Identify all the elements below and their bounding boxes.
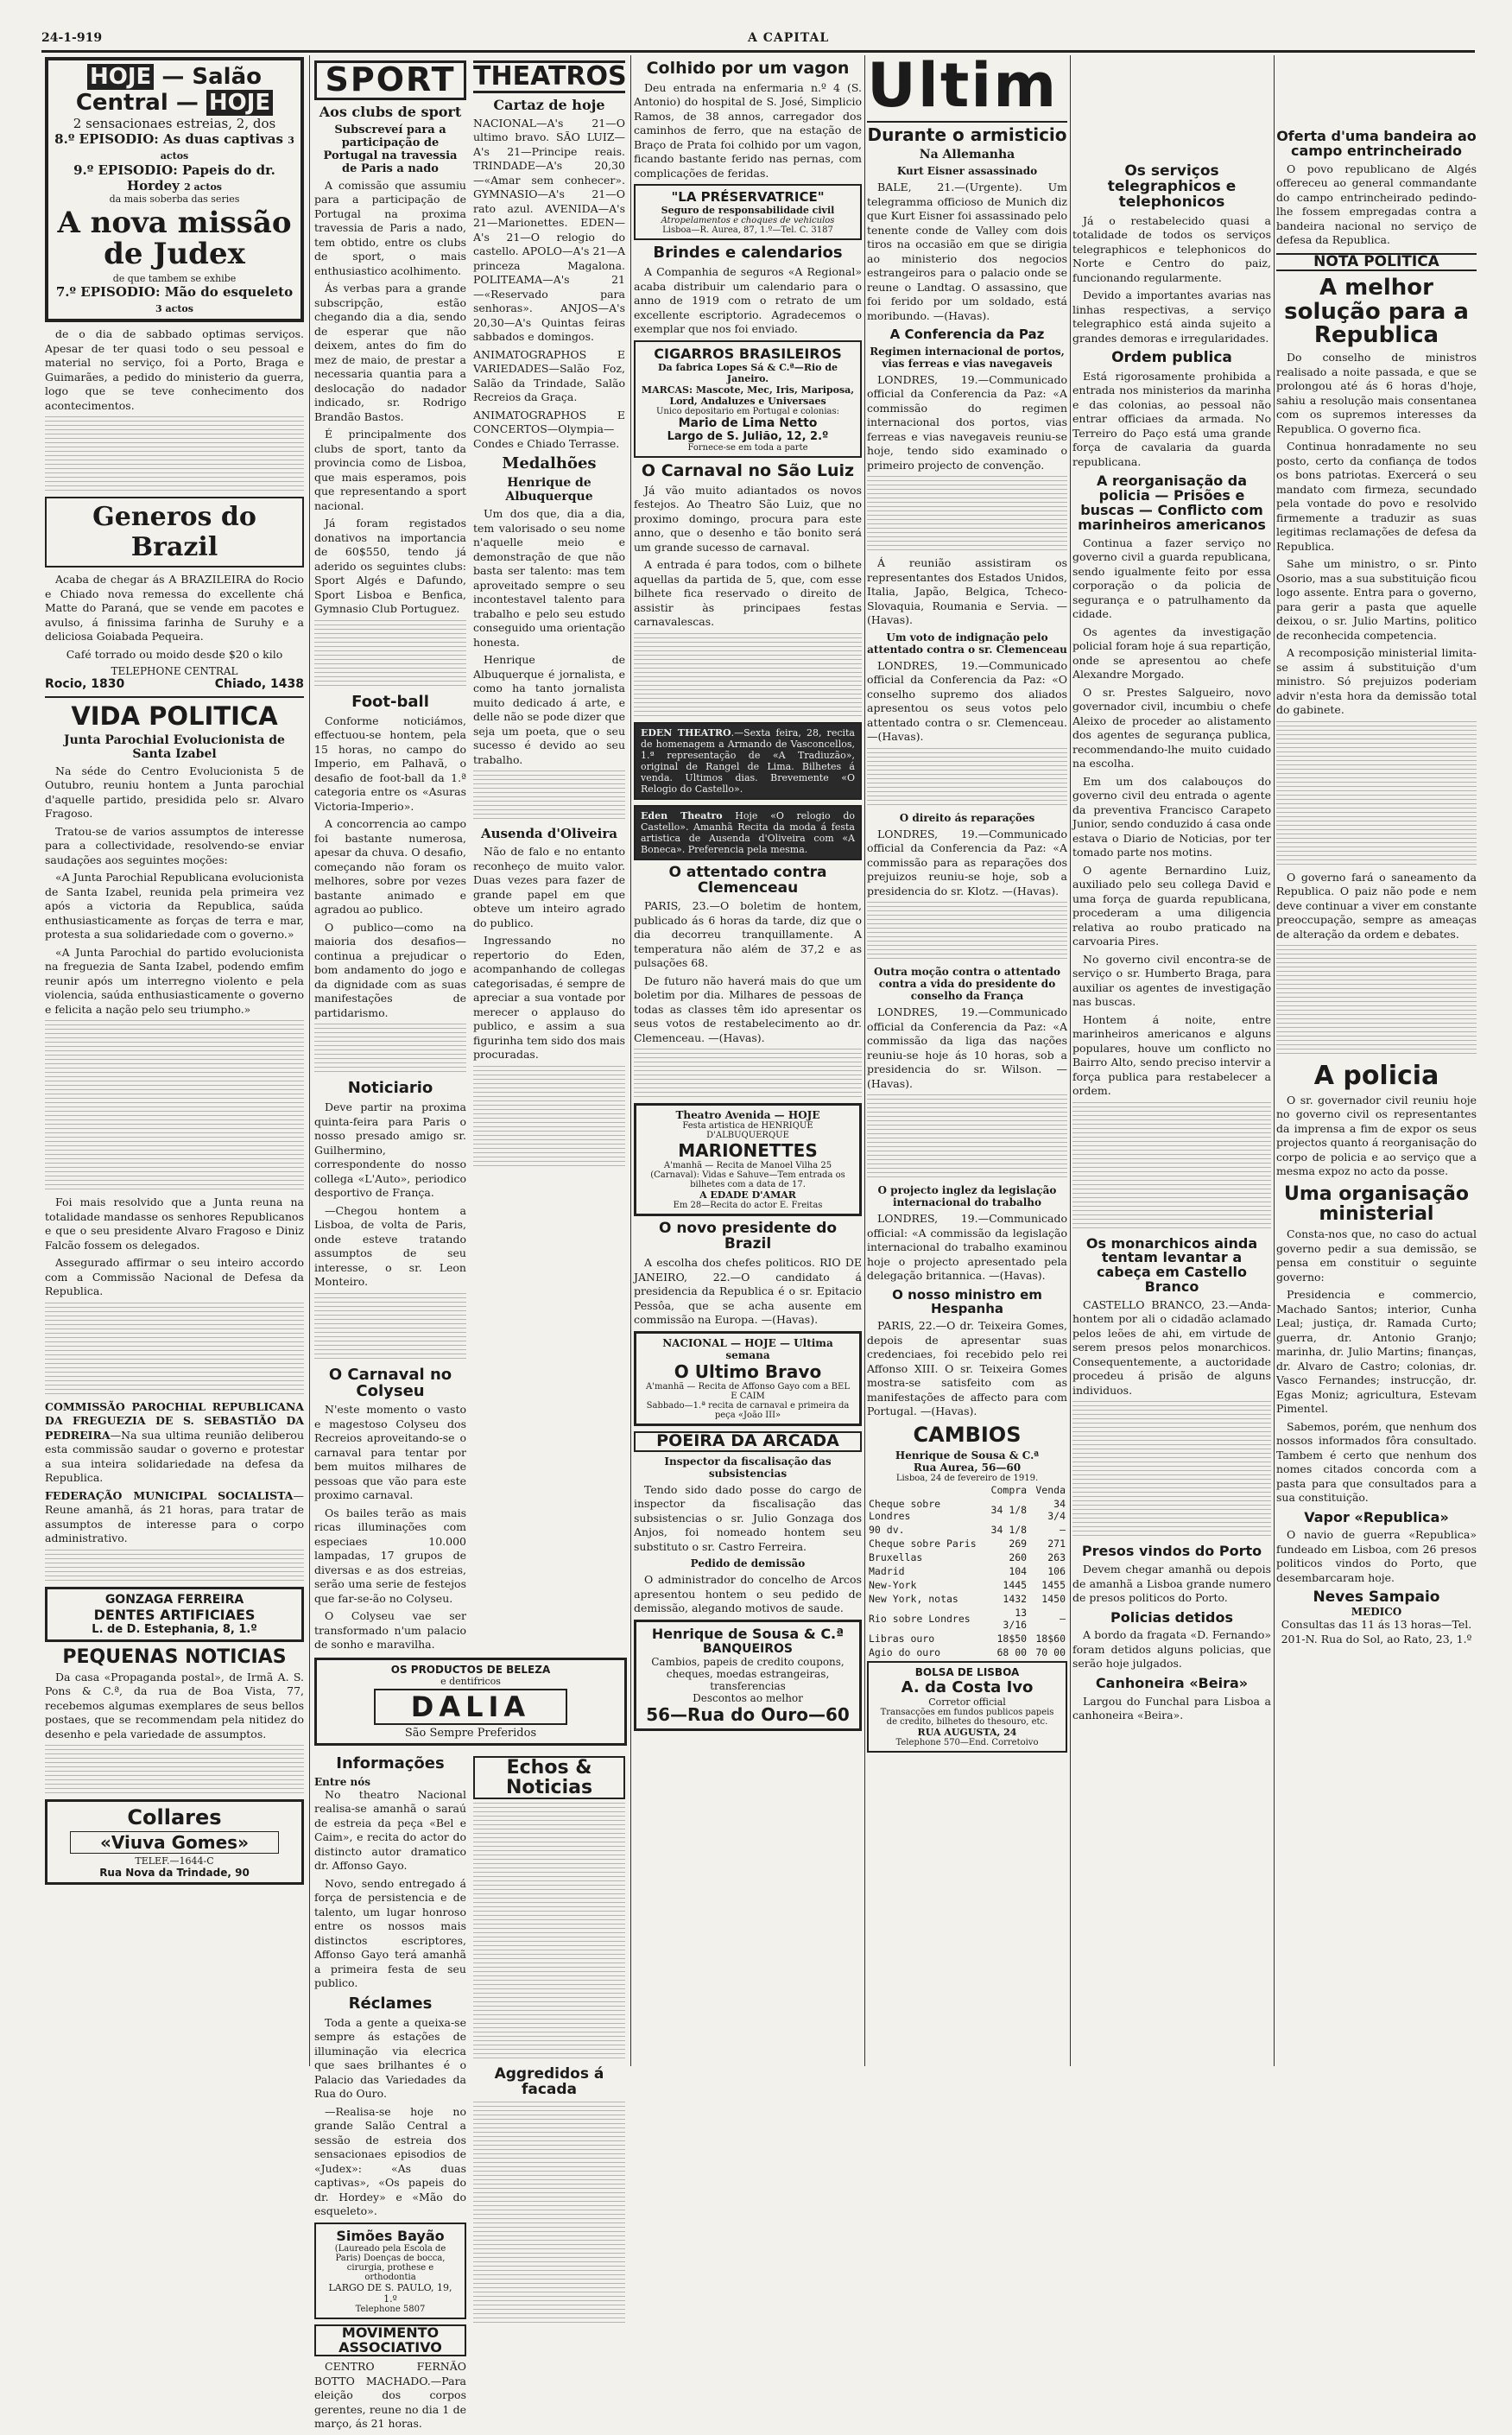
vida-p1: Na séde do Centro Evolucionista 5 de Outubro, reuniu hontem a Junta parochial d'aquelle partido, presidida pelo sr. Alvaro Fragoso.: [45, 764, 304, 821]
organisacao-title: Uma organisação ministerial: [1284, 1183, 1469, 1225]
neves-name: Neves Sampaio: [1313, 1588, 1440, 1607]
bandeira-title: Oferta d'uma bandeira ao campo entrincheirado: [1276, 128, 1477, 159]
eden2-ad: [634, 805, 862, 860]
canhoneira-title: Canhoneira «Beira»: [1095, 1674, 1249, 1691]
column-1: [45, 55, 304, 2066]
bolsa-phone: Telephone 570—End. Corretoivo: [895, 1737, 1039, 1747]
cambios-value: 271: [1047, 1537, 1066, 1550]
armisticio-sub2: Kurt Eisner assassinado: [896, 165, 1038, 177]
column-rule: [864, 55, 865, 2066]
demissao-title: Pedido de demissão: [690, 1557, 806, 1570]
movimento-title: MOVIMENTO ASSOCIATIVO: [314, 2324, 466, 2357]
telephone-numbers: Rocio, 1830 Chiado, 1438: [45, 677, 304, 692]
cigarros-marcas: MARCAS: Mascote, Mec, Iris, Mariposa, Lord, Andaluzes e Universaes: [641, 384, 855, 407]
sport-section: [314, 55, 466, 1656]
sport-sub: Aos clubs de sport: [319, 103, 462, 120]
cambios-house: Henrique de Sousa & C.ª: [895, 1449, 1040, 1462]
text-continuation: [473, 770, 625, 822]
collares-ad: [45, 1799, 304, 1885]
text-continuation: [314, 1024, 466, 1075]
commissao-notice: COMMISSÃO PAROCHIAL REPUBLICANA DA FREGUEZIA DE S. SEBASTIÃO DA PEDREIRA—Na sua ultima reunião deliberou esta commissão saudar o governo e protestar a sua inteira solidariedade na defesa da Republica.: [45, 1399, 304, 1485]
telephone-central: TELEPHONE CENTRAL: [111, 665, 238, 678]
brindes-text: A Companhia de seguros «A Regional» acaba distribuir um calendario para o anno de 1919 com o retrato de um excellente escriptorio. Agradecemos o exemplar que nos foi enviado.: [634, 265, 862, 336]
theatros-title: THEATROS: [473, 61, 627, 92]
monarchicos-p1: CASTELLO BRANCO, 23.—Anda-hontem por ali o cidadão aclamado pelos leões de ahi, em virtude de serem presos pelos monarchicos. Consequentemente, a auctoridade procedeu á prisão de alguns individuos.: [1072, 1297, 1271, 1397]
column-rule: [1070, 55, 1071, 2066]
conferencia-title: A Conferencia da Paz: [889, 327, 1045, 342]
reorg-p1: Continua a fazer serviço no governo civil a guarda republicana, sendo igualmente feito por essa corporação o da policia de segurança e o patrulhamento da cidade.: [1072, 536, 1271, 621]
cigarros-line: Da fabrica Lopes Sá & C.ª—Rio de Janeiro.: [657, 361, 838, 384]
dalia-name: DALIA: [374, 1689, 567, 1725]
cambios-label: Rio sobre Londres: [869, 1612, 971, 1625]
cigarros-title: CIGARROS BRASILEIROS: [654, 345, 842, 362]
preservatrice-ad: [634, 184, 862, 240]
episode-9-note: da mais soberba das series: [109, 193, 240, 205]
ultimas-banner: Ultim: [867, 50, 1059, 121]
cambios-value: 34 3/4: [1047, 1497, 1066, 1522]
dalia-sub: São Sempre Preferidos: [404, 1726, 537, 1740]
dalia-plus: e dentifricos: [440, 1675, 501, 1687]
simoes-phone: Telephone 5807: [355, 2304, 426, 2314]
column-3: [634, 55, 862, 2066]
text-continuation: [1072, 1401, 1271, 1539]
text-continuation: [867, 476, 1067, 554]
attentado-p2: De futuro não haverá mais do que um boletim por dia. Milhares de pessoas de todas as classes têm ido apresentar os seus votos de restabelecimento ao dr. Clemenceau. —(Havas).: [634, 973, 862, 1044]
nota-p4: A recomposição ministerial limita-se assim á substituição d'um ministro. Só prejuizos poderiam advir n'esta hora da demissão total do gabinete.: [1276, 646, 1477, 717]
nacional-text: A'manhã — Recita de Affonso Gayo com a BEL E CAIM: [646, 1381, 850, 1401]
text-continuation: [1072, 1102, 1271, 1232]
pequenas-text: Da casa «Propaganda postal», de Irmã A. S. Pons & C.ª, da rua de Boa Vista, 77, recebemos algumas exemplares de seus bellos postaes, que se recommendam pela nitidez do desenho e pela variedade de assumptos.: [45, 1670, 304, 1741]
colyseu-p2: Os bailes terão as mais ricas illuminações com especiaes 10.000 lampadas, 17 grupos de diversas e as dos estreias, serão uma serie de festejos que far-se-ão no Colyseu.: [314, 1506, 466, 1605]
nota-title: NOTA POLITICA: [1276, 253, 1477, 272]
cambios-value: 104: [1009, 1564, 1028, 1577]
cambios-value: 106: [1047, 1564, 1066, 1577]
episode-9: 9.º EPISODIO: Papeis do dr. Hordey 2 actos: [73, 162, 275, 193]
cambios-value: 18$60: [1035, 1632, 1066, 1645]
reorganisacao-title: A reorganisação da policia — Prisões e buscas — Conflicto com marinheiros americanos: [1078, 472, 1266, 533]
eden2-text-block: Eden Theatro Hoje «O relogio do Castello». Amanhã Recita da moda á festa artistica de Ausenda d'Oliveira com «A Boneca». Preferencia pela mesma.: [641, 809, 855, 855]
issue-date: 24-1-919: [41, 31, 103, 45]
cambios-addr: Rua Aurea, 56—60: [913, 1461, 1022, 1474]
servicos-p2: Devido a importantes avarias nas linhas respectivas, a serviço telegraphico está ainda sujeito a grandes demoras e irregularidades.: [1072, 289, 1271, 345]
cambios-row: [867, 1632, 1067, 1646]
informacoes-p1: No theatro Nacional realisa-se amanhã o saraú de estreia da peça «Bel e Caim», e recita do actor do distincto autor dramatico dr. Affonso Gayo.: [314, 1787, 466, 1873]
bolsa-addr: RUA AUGUSTA, 24: [917, 1726, 1017, 1738]
reorg-p5: O agente Bernardino Luiz, auxiliado pelo seu collega David e uma força de guarda republicana, procederam a uma diligencia relativa ao roubo praticado na carvoaria Pires.: [1072, 863, 1271, 948]
cambios-value: —: [1060, 1523, 1066, 1536]
gonzaga-ad: [45, 1587, 304, 1642]
marionettes-line: A EDADE D'AMAR: [699, 1189, 796, 1202]
simoes-line: (Laureado pela Escola de Paris) Doenças de bocca, cirurgia, prothese e orthodontia: [334, 2243, 446, 2282]
column-5: [1072, 55, 1271, 2066]
mocao-title: Outra moção contra o attentado contra a vida do presidente do conselho da França: [874, 966, 1060, 1003]
vida-p3: «A Junta Parochial Republicana evolucionista de Santa Izabel, reunida pela primeira vez após a victoria da Republica, saúda enthusiasticamente as forças de terra e mar, protesta a sua solidariedade com o governo.»: [45, 871, 304, 942]
generos-ad: [45, 497, 304, 568]
text-continuation: [45, 1303, 304, 1398]
vida-p4: «A Junta Parochial do partido evolucionista na freguezia de Santa Izabel, podendo emfim reunir após um interregno violento e pela violencia, saúda enthusiasticamente o governo e felicita a nação pelo seu triumpho.»: [45, 945, 304, 1016]
football-p2: A concorrencia ao campo foi bastante numerosa, apesar da chuva. O desafio, começando não foram os melhores, sobre por vezes bastante animado e agradou ao publico.: [314, 817, 466, 916]
presidente-title: O novo presidente do Brazil: [658, 1220, 838, 1253]
organisacao-p3: Sabemos, porém, que nenhum dos nossos informados fôra consultado. Tambem é certo que nenhum dos nomes citados concorda com a pasta para que consultados para a sua constituição.: [1276, 1419, 1477, 1505]
policia-title: A policia: [1313, 1061, 1439, 1092]
informacoes-title: Informações: [336, 1753, 445, 1772]
cartaz-title: Cartaz de hoje: [493, 96, 605, 113]
cambios-value: 68 00: [996, 1646, 1028, 1658]
cambios-title: CAMBIOS: [913, 1422, 1022, 1447]
cinema-sessions: 2 sensacionaes estreias, 2, dos: [73, 116, 276, 131]
marionettes-ad: [634, 1103, 862, 1216]
servicos-p1: Já o restabelecido quasi a totalidade de todos os serviços telegraphicos e telephonicos do Norte e Centro do paiz, funcionando regularmente.: [1072, 213, 1271, 284]
cambios-value: 70 00: [1035, 1646, 1066, 1658]
reclames-title: Réclames: [348, 1994, 433, 2013]
dalia-ad: [314, 1658, 627, 1746]
colyseu-p1: N'este momento o vasto e magestoso Colyseu dos Recreios aproveitando-se o carnaval para tentar por bem muitos milhares de pessoas que vão para este proximo carnaval.: [314, 1403, 466, 1502]
monarchicos-title: Os monarchicos ainda tentam levantar a cabeça em Castello Branco: [1085, 1234, 1258, 1295]
cinema-title-note: de que tambem se exhibe: [112, 273, 237, 285]
animatographos: ANIMATOGRAPHOS E VARIEDADES—Salão Foz, Salão da Trindade, Salão Recreios da Graça.: [473, 347, 625, 403]
cambios-row: [867, 1578, 1067, 1592]
policia-p1: O sr. governador civil reuniu hoje no governo civil os representantes da imprensa a fim de expor os seus projectos quanto á reorganisação do corpo de policia e ao serviço que a mesma expoz no acto da posse.: [1276, 1093, 1477, 1178]
cambios-row: [867, 1550, 1067, 1564]
simoes-addr: LARGO DE S. PAULO, 19, 1.º: [328, 2281, 452, 2305]
gonzaga-addr: L. de D. Estephania, 8, 1.º: [92, 1622, 257, 1636]
bolsa-ad: [867, 1661, 1067, 1753]
preservatrice-sub: Seguro de responsabilidade civil: [661, 205, 835, 217]
vapor-p1: O navio de guerra «Republica» fundeado em Lisboa, com 26 presos politicos vindos do Porto, que desembarcaram hoje.: [1276, 1528, 1477, 1584]
cambios-label: Agio do ouro: [869, 1646, 941, 1658]
henrique-addr: 56—Rua do Ouro—60: [646, 1703, 850, 1725]
presidente-p1: A escolha dos chefes politicos. RIO DE JANEIRO, 22.—O candidato á presidencia da Republica é o sr. Epitacio Pessôa, que se acha ausente em commissão na Europa. —(Havas).: [634, 1256, 862, 1327]
reparacoes-title: O direito ás reparações: [899, 811, 1035, 824]
sport-p1: A comissão que assumiu para a participação de Portugal na proxima travessia de Paris a nado, tem obtido, entre os clubs de sport, o mais enthusiastico acolhimento.: [314, 178, 466, 277]
reorg-p4: Em um dos calabouços do governo civil deu entrada o agente da preventiva Francisco Carapeto Junior, sendo conduzido á casa onde estava o Diario de Noticias, por ter tomado parte nos motins.: [1072, 774, 1271, 859]
mocao-p1: LONDRES, 19.—Communicado official da Conferencia da Paz: «A commissão da liga das nações reuniu-se hoje ás 10 horas, sob a presidencia do sr. Wilson. —(Havas).: [867, 1005, 1067, 1090]
reorg-p3: O sr. Prestes Salgueiro, novo governador civil, incumbiu o chefe Aleixo de proceder ao alistamento dos agentes de segurança publica, recommendando-lhe muito cuidado na escolha.: [1072, 685, 1271, 770]
canhoneira-p1: Largou do Funchal para Lisboa a canhoneira «Beira».: [1072, 1694, 1271, 1722]
cinema-ad: [45, 57, 304, 322]
ministro-p1: PARIS, 22.—O dr. Teixeira Gomes, depois de apresentar suas credenciaes, foi recebido pelo rei Affonso XIII. O sr. Teixeira Gomes mostra-se satisfeito com as manifestações de affecto para com Portugal. —(Havas).: [867, 1319, 1067, 1418]
cambios-row: [867, 1497, 1067, 1523]
generos-title: Generos do Brazil: [92, 502, 256, 563]
bandeira-p1: O povo republicano de Algés offereceu ao general commandante do campo entrincheirado pedindo-lhe fossem empregadas contra a bandeira nacional no serviço de defesa da Republica.: [1276, 162, 1477, 247]
informacoes-p2: Novo, sendo entregado á força de persistencia e de talento, um lugar honroso entre os nossos mais distinctos escriptores, Affonso Gayo terá amanhã a primeira festa de seu publico.: [314, 1876, 466, 1990]
bolsa-name: A. da Costa Ivo: [901, 1677, 1034, 1696]
cambios-value: 34 1/8: [990, 1523, 1028, 1536]
cigarros-sale: Fornece-se em toda a parte: [687, 442, 808, 453]
cambios-row: [867, 1592, 1067, 1606]
column-6: [1276, 55, 1477, 2066]
cambios-value: 1455: [1041, 1578, 1066, 1591]
vida-p6: Assegurado affirmar o seu inteiro accordo com a Commissão Nacional de Defesa da Republica.: [45, 1256, 304, 1298]
sport-lead: Subscreveí para a participação de Portugal na travessia de Paris a nado: [323, 123, 458, 175]
nacional-name: O Ultimo Bravo: [674, 1360, 822, 1382]
aggredidos-title: Aggredidos á facada: [494, 2065, 604, 2098]
marionettes-festa: Festa artistica de HENRIQUE D'ALBUQUERQUE: [682, 1121, 813, 1141]
collares-title: Collares: [127, 1805, 222, 1830]
organisacao-p2: Presidencia e commercio, Machado Santos; interior, Cunha Leal; justiça, dr. Ramada Curto; guerra, dr. Antonio Granjo; marinha, dr. Julio Martins; finanças, dr. Alvaro de Castro; colonias, dr. Vasco Fernandes; instrucção, dr. Egas Moniz; agricultura, Estevam Pimentel.: [1276, 1288, 1477, 1416]
henrique-name: Henrique de Sousa & C.ª: [651, 1625, 845, 1642]
organisacao-p1: Consta-nos que, no caso do actual governo pedir a sua demissão, se pensa em constituir o seguinte governo:: [1276, 1227, 1477, 1284]
vida-politica-sub: Junta Parochial Evolucionista de Santa Izabel: [64, 732, 285, 761]
cambios-value: —: [1060, 1612, 1066, 1625]
preservatrice-small: Atropelamentos e choques de vehiculos: [661, 216, 835, 226]
vida-politica-title: VIDA POLITICA: [71, 701, 278, 732]
theatros-section: [473, 55, 625, 1656]
simoes-ad: [314, 2223, 466, 2319]
noticiario-p2: —Chegou hontem a Lisboa, de volta de Paris, onde esteve tratando assumptos de seu interesse, o sr. Leon Monteiro.: [314, 1203, 466, 1289]
poeira-sub: Inspector da fiscalisação das subsistencias: [664, 1455, 832, 1480]
bolsa-text: Transacções em fundos publicos papeis de credito, bilhetes do thesouro, etc.: [880, 1707, 1054, 1727]
cambios-label: Bruxellas: [869, 1550, 923, 1563]
poeira-text: Tendo sido dado posse do cargo de inspector da fiscalisação das subsistencias o sr. Julio Gonzaga dos Anjos, foi nomeado hontem seu substituto o sr. Castro Ferreira.: [634, 1482, 862, 1553]
cambios-table: [867, 1483, 1067, 1659]
echos-section: [473, 1751, 625, 2435]
ausenda-p1: Não de falo e no entanto reconheço de muito valor. Duas vezes para fazer de grande papel em que obteve um inteiro agrado do publico.: [473, 845, 625, 929]
cambios-label: New-York: [869, 1578, 917, 1591]
reorg-p6: No governo civil encontra-se de serviço o sr. Humberto Braga, para auxiliar os agentes de investigação nas buscas.: [1072, 952, 1271, 1009]
noticiario-p1: Deve partir na proxima quinta-feira para Paris o nosso presado amigo sr. Guilhermino, correspondente do nosso collega «L'Auto», periodico desportivo de França.: [314, 1100, 466, 1200]
sport-p2: Ás verbas para a grande subscripção, estão chegando dia a dia, sendo de esperar que não deixem, antes do fim do mez de maio, de prestar a necessaria quantia para a deslocação do nadador indicado, sr. Rodrigo Brandão Bastos.: [314, 282, 466, 423]
pequenas-title: PEQUENAS NOTICIAS: [62, 1646, 287, 1668]
column-2: [314, 55, 627, 2431]
conferencia-p2: Á reunião assistiram os representantes dos Estados Unidos, Italia, Japão, Belgica, Tcheco-Slovaquia, Roumania e Servia. —(Havas).: [867, 556, 1067, 627]
gonzaga-line: DENTES ARTIFICIAES: [93, 1606, 256, 1623]
collares-addr: Rua Nova da Trindade, 90: [99, 1867, 250, 1880]
cambios-value: 1445: [1003, 1578, 1028, 1591]
cambios-label: Madrid: [869, 1564, 905, 1577]
column-4: [867, 50, 1067, 2066]
marionettes-top-line: Theatro Avenida — HOJE: [675, 1109, 820, 1122]
armisticio-title: Durante o armisticio: [867, 121, 1067, 144]
preservatrice-addr: Lisboa—R. Aurea, 87, 1.º—Tel. C. 3187: [662, 225, 833, 236]
brindes-title: Brindes e calendarios: [653, 244, 843, 263]
cambios-row: [867, 1646, 1067, 1659]
vida-p5: Foi mais resolvido que a Junta reuna na totalidade mandasse os senhores Republicanos e que o seu presidente Alvaro Fragoso e Diniz Falcão fossem os delegados.: [45, 1195, 304, 1252]
medalhoes-title: Medalhões: [502, 454, 597, 472]
text-continuation: [45, 416, 304, 494]
cartaz-list: NACIONAL—A's 21—O ultimo bravo. SÃO LUIZ—A's 21—Principe reais. TRINDADE—A's 20,30—«Amar sem conhecer». GYMNASIO—A's 21—O rato azul. AVENIDA—A's 21—Marionettes. EDEN—A's 21—O relogio do castello. APOLO—A's 21—A princeza Magalona. POLITEAMA—A's 21—«Reservado para senhoras». ANJOS—A's 20,30—A's Quintas feiras sabbados e domingos.: [473, 116, 625, 343]
collares-phone: TELEF.—1644-C: [135, 1855, 214, 1867]
ausenda-p2: Ingressando no repertorio do Eden, acompanhando de collegas categorisadas, é sempre de apreciar a sua vontade por merecer o applauso do publico, e assim a sua figurinha tem sido dos mais procuradas.: [473, 934, 625, 1061]
armisticio-p1: BALE, 21.—(Urgente). Um telegramma officioso de Munich diz que Kurt Eisner foi assassinado pelo tenente conde de Valley com dois tiros na occasião em que se dirigia ao ministerio dos negocios estrangeiros para o palacio onde se reune o Landtag. O assassino, que foi ferido por um soldado, está moribundo. —(Havas).: [867, 181, 1067, 322]
cigarros-dep: Unico depositario em Portugal e colonias:: [655, 406, 840, 416]
bolsa-title: BOLSA DE LISBOA: [914, 1665, 1020, 1678]
text-continuation: [1276, 945, 1477, 1057]
cambios-value: 1450: [1041, 1592, 1066, 1605]
carnaval-title: O Carnaval no São Luiz: [641, 460, 855, 480]
noticiario-title: Noticiario: [347, 1079, 433, 1098]
servicos-title: Os serviços telegraphicos e telephonicos: [1107, 162, 1237, 211]
text-continuation: [45, 1020, 304, 1193]
projecto-p1: LONDRES, 19.—Communicado official: «A commissão da legislação internacional do trabalho examinou hoje o projecto apresentado pela delegação britannica. —(Havas).: [867, 1212, 1067, 1283]
intro-paragraph: de o dia de sabbado optimas serviços. Apesar de ter quasi todo o seu pessoal e material no serviço, foi a Porto, Braga e Guimarães, a pedido do ministerio da guerra, logo que se teve conhecimento dos acontecimentos.: [45, 327, 304, 412]
dalia-top: OS PRODUCTOS DE BELEZA: [390, 1663, 551, 1676]
text-continuation: [314, 620, 466, 689]
cambios-value: 13 3/16: [1003, 1606, 1028, 1631]
marionettes-title: MARIONETTES: [678, 1140, 818, 1162]
top-header: [41, 31, 1475, 53]
text-continuation: [867, 902, 1067, 962]
vapor-title: Vapor «Republica»: [1304, 1508, 1449, 1525]
conferencia-p1: LONDRES, 19.—Communicado official da Conferencia da Paz: «A commissão do regimen internacional dos portos, vias ferreas e vias navegaveis reuniu-se hoje, tendo sido examinado o primeiro projecto de convenção.: [867, 372, 1067, 472]
colyseu-title: O Carnaval no Colyseu: [328, 1365, 452, 1400]
eden-text-block: EDEN THEATRO.—Sexta feira, 28, recita de homenagem a Armando de Vasconcellos, 1.ª representação de «A Tradiuzão», original de Rangel de Lima. Bilhetes á venda. Ultimos dias. Brevemente «O Relogio do Castello».: [641, 726, 855, 795]
cambios-row: [867, 1564, 1067, 1578]
nacional-ad: [634, 1331, 862, 1426]
football-p1: Conforme noticiámos, effectuou-se hontem, pela 15 horas, no campo do Imperio, em Palhavã, o desafio de foot-ball da 1.ª categoria entre os «Asuras Victoria-Imperio».: [314, 713, 466, 813]
sport-p4: Já foram registados donativos na importancia de 60$550, tendo já aderido os seguintes clubs: Sport Algés e Dafundo, Sport Lisboa e Benfica, Gymnasio Club Portuguez.: [314, 517, 466, 616]
echos-title: Echos & Noticias: [473, 1756, 625, 1799]
medalhoes-p1: Um dos que, dia a dia, tem valorisado o seu nome n'aquelle meio e demonstração de que não basta ser talento: mas tem aproveitado sempre o seu incontestavel talento para trabalho e pelo seu estudo conseguido uma orientação honesta.: [473, 507, 625, 649]
banner-continuation: [1072, 55, 1271, 159]
colyseu-p3: O Colyseu vae ser transformado n'um palacio de sonho e maravilha.: [314, 1609, 466, 1652]
nacional-bottom: Sabbado—1.ª recita de carnaval e primeira da peça «João III»: [646, 1400, 850, 1420]
henrique-sub: BANQUEIROS: [702, 1641, 794, 1656]
armisticio-sub: Na Allemanha: [919, 148, 1015, 162]
football-p3: O publico—como na maioria dos desafios—continua a prejudicar o bom andamento do jogo e da dignidade com as suas manifestações de partidarismo.: [314, 920, 466, 1019]
cambios-label: New York, notas: [869, 1592, 958, 1605]
bolsa-sub: Corretor official: [928, 1696, 1006, 1708]
nota-p1: Do conselho de ministros realisado a noite passada, e que se prolongou até ás 6 horas d'hoje, sahiu a resolução mais consentanea com os supremos interesses da Republica. O governo fica.: [1276, 351, 1477, 435]
projecto-title: O projecto inglez da legislação internacional do trabalho: [877, 1184, 1057, 1209]
cambios-date: Lisboa, 24 de fevereiro de 1919.: [895, 1473, 1039, 1483]
text-continuation: [634, 1049, 862, 1100]
cambios-value: 263: [1047, 1550, 1066, 1563]
sport-p3: É principalmente dos clubs de sport, tanto da provincia como de Lisboa, que mais esperamos, pois que representando a sport nacional.: [314, 428, 466, 512]
nota-p2: Continua honradamente no seu posto, certo da confiança de todos os bons patriotas. Exercerá o seu mandato com firmeza, secundado pela vontade do povo e resolvido firmemente a traduzir as suas legitimas reclamações de defesa da Republica.: [1276, 440, 1477, 553]
cambios-value: 1432: [1003, 1592, 1028, 1605]
cambios-header-row: Compra Venda: [990, 1483, 1066, 1496]
text-continuation: [473, 1803, 625, 2062]
preservatrice-name: "LA PRÉSERVATRICE": [671, 189, 825, 206]
cambios-row: [867, 1537, 1067, 1550]
column-rule: [630, 55, 631, 2066]
cambios-label: 90 dv.: [869, 1523, 905, 1536]
nacional-top-line: NACIONAL — HOJE — Ultima semana: [662, 1336, 833, 1361]
banner-continuation: [1276, 55, 1477, 124]
paper-name: A CAPITAL: [748, 31, 830, 45]
nota-p3: Sahe um ministro, o sr. Pinto Osorio, mas a sua substituição ficou logo assente. Entra para o governo, para gerir a pasta que aquelle deixou, o sr. Julio Martins, politico de reconhecida competencia.: [1276, 557, 1477, 642]
text-continuation: [473, 1066, 625, 1170]
ministro-title: O nosso ministro em Hespanha: [892, 1286, 1042, 1316]
henrique-banqueiros-ad: [634, 1620, 862, 1731]
divider: [45, 696, 304, 698]
marionettes-recita: Em 28—Recita do actor E. Freitas: [673, 1201, 823, 1211]
reorg-p2: Os agentes da investigação policial foram hoje á sua repartição, onde se apresentou ao chefe Alexandre Morgado.: [1072, 625, 1271, 682]
reclames-p2: —Realisa-se hoje no grande Salão Central a sessão de estreia dos sensacionaes episodios de «Judex»: «As duas captivas», «Os papeis do dr. Hordey» e «Mão do esqueleto».: [314, 2104, 466, 2218]
cinema-main-title: A nova missão de Judex: [57, 206, 292, 271]
movimento-text: CENTRO FERNÃO BOTTO MACHADO.—Para eleição dos corpos gerentes, reune no dia 1 de março, ás 21 horas.: [314, 2360, 466, 2431]
neves-text: Consultas das 11 ás 13 horas—Tel. 201-N. Rua do Sol, ao Rato, 23, 1.º: [1281, 1618, 1472, 1646]
informacoes-section: [314, 1751, 466, 2435]
cambios-label: Libras ouro: [869, 1632, 935, 1645]
cambios-row: [867, 1523, 1067, 1537]
generos-text: Acaba de chegar ás A BRAZILEIRA do Rocio e Chiado nova remessa do excellente chá Matte do Paraná, que se vende em pacotes e avulso, á finissima farinha de Suruhy e a deliciosa Goiabada Pequeira.: [45, 573, 304, 644]
football-title: Foot-ball: [351, 692, 429, 711]
federacao-notice: FEDERAÇÃO MUNICIPAL SOCIALISTA—Reune amanhã, ás 21 horas, para tratar de assumptos de interesse para o corpo administrativo.: [45, 1488, 304, 1545]
ordem-p1: Está rigorosamente prohibida a entrada nos ministerios da marinha e das colonias, ao pessoal não entrar officiaes da armada. No Terreiro do Paço está uma grande força de cavalaria da guarda republicana.: [1072, 369, 1271, 468]
ausenda-title: Ausenda d'Oliveira: [481, 826, 617, 841]
medalhoes-p2: Henrique de Albuquerque é jornalista, e como ha tanto jornalista muito dedicado á arte, e delle não se pode dizer que seja um poeta, que o seu sucesso é devido ao seu trabalho.: [473, 653, 625, 766]
reclames-p1: Toda a gente a queixa-se sempre ás estações de illuminação via elecrica que saes brilhantes é o Palacio das Variedades da Rua do Ouro.: [314, 2015, 466, 2101]
cigarros-ad: [634, 340, 862, 458]
vida-p2: Tratou-se de varios assumptos de interesse para a collectividade, resolvendo-se enviar saudações aos seguintes moções:: [45, 824, 304, 866]
policias-p1: A bordo da fragata «D. Fernando» foram detidos alguns policias, que serão hoje julgados.: [1072, 1628, 1271, 1671]
cambios-label: Cheque sobre Paris: [869, 1537, 977, 1550]
simoes-name: Simões Bayão: [336, 2227, 445, 2244]
text-continuation: [867, 748, 1067, 808]
cambios-value: 260: [1009, 1550, 1028, 1563]
attentado-title: O attentado contra Clemenceau: [668, 863, 827, 897]
henrique-line: Cambios, papeis de credito coupons, cheques, moedas estrangeiras, transferencias: [651, 1655, 845, 1692]
cambios-value: 269: [1009, 1537, 1028, 1550]
colhido-p1: Deu entrada na enfermaria n.º 4 (S. Antonio) do hospital de S. José, Simplicio Ramos, de 38 annos, carregador dos caminhos de ferro, que na estação de Braço de Prata foi colhido por um vagon, ficando bastante ferido nas pernas, com complicações de feridas.: [634, 80, 862, 180]
colhido-title: Colhido por um vagon: [646, 59, 850, 78]
medalhoes-sub: Henrique de Albuquerque: [505, 476, 593, 504]
text-continuation: [634, 633, 862, 720]
reparacoes-p1: LONDRES, 19.—Communicado official da Conferencia da Paz: «A commissão para as reparações dos prejuizos reuniu-se hoje, sob a presidencia do sr. Klotz. —(Havas).: [867, 827, 1067, 897]
text-continuation: [473, 2102, 625, 2326]
cambios-value: 18$50: [996, 1632, 1028, 1645]
gonzaga-name: GONZAGA FERREIRA: [104, 1592, 244, 1607]
nota-title2: A melhor solução para a Republica: [1284, 275, 1469, 349]
cambios-row: [867, 1606, 1067, 1632]
cambios-label: Cheque sobre Londres: [869, 1497, 941, 1522]
demissao-text: O administrador do concelho de Arcos apresentou hontem o seu pedido de demissão, alegando motivos de saude.: [634, 1573, 862, 1615]
carnaval-p1: Já vão muito adiantados os novos festejos. Ao Theatro São Luiz, que no proximo domingo, procura para este anno, que o desenho e tão bonito será um grande sucesso de carnaval.: [634, 483, 862, 554]
episode-7: 7.º EPISODIO: Mão do esqueleto 3 actos: [55, 284, 294, 315]
concertos: ANIMATOGRAPHOS E CONCERTOS—Olympia—Condes e Chiado Terrasse.: [473, 408, 625, 450]
text-continuation: [867, 1094, 1067, 1181]
carnaval-p2: A entrada é para todos, com o bilhete aquellas da partida de 5, que, com esse bilhete fica reservado o direito de assistir às principaes festas carnavalescas.: [634, 558, 862, 629]
conferencia-sub: Regimen internacional de portos, vias ferreas e vias navegaveis: [870, 345, 1065, 370]
nota-p5: O governo fará o saneamento da Republica. O paiz não pode e nem deve continuar a viver em constante preoccupação, sempre as ameaças de alteração da ordem e debates.: [1276, 870, 1477, 941]
text-continuation: [45, 1550, 304, 1584]
presos-title: Presos vindos do Porto: [1081, 1543, 1262, 1560]
henrique-desc: Descontos ao melhor: [693, 1691, 803, 1704]
cigarros-name: Mario de Lima Netto: [678, 415, 818, 430]
informacoes-sub: Entre nós: [314, 1775, 371, 1788]
text-continuation: [314, 1293, 466, 1362]
cafe-price: Café torrado ou moido desde $20 o kilo: [66, 647, 283, 661]
text-continuation: [1276, 721, 1477, 868]
cigarros-addr: Largo de S. Julião, 12, 2.º: [667, 429, 829, 443]
neves-sub: MEDICO: [1351, 1606, 1402, 1619]
text-continuation: [45, 1745, 304, 1797]
cambios-value: 34 1/8: [990, 1503, 1028, 1516]
attentado-p1: PARIS, 23.—O boletim de hontem, publicado ás 6 horas da tarde, diz que o dia decorreu tranquillamente. A temperatura não além de 37,2 e as pulsações 68.: [634, 899, 862, 970]
column-rule: [309, 55, 310, 2066]
poeira-title: POEIRA DA ARCADA: [634, 1431, 862, 1452]
ordem-title: Ordem publica: [1111, 349, 1232, 367]
eden-ad: [634, 722, 862, 800]
column-rule: [1274, 55, 1275, 2066]
cinema-venue: Salão Central: [75, 64, 262, 116]
collares-sub: «Viuva Gomes»: [70, 1831, 279, 1854]
cinema-venue-line: HOJE — Salão Central — HOJE: [54, 64, 295, 116]
reorg-p7: Hontem á noite, entre marinheiros americanos e alguns populares, houve um conflicto no Bairro Alto, sendo preciso intervir a força publica para restabelecer a ordem.: [1072, 1012, 1271, 1098]
voto-title: Um voto de indignação pelo attentado contra o sr. Clemenceau: [867, 631, 1067, 656]
marionettes-text: A'manhã — Recita de Manoel Vilha 25 (Carnaval): Vidas e Sahuve—Tem entrada os bilhetes com a data de 17.: [650, 1161, 845, 1190]
episode-8: 8.º EPISODIO: As duas captivas 3 actos: [54, 131, 294, 162]
voto-p1: LONDRES, 19.—Communicado official da Conferencia da Paz: «O conselho supremo dos aliados apresentou os seus votos pelo attentado contra o sr. Clemenceau. —(Havas).: [867, 658, 1067, 744]
presos-p1: Devem chegar amanhã ou depois de amanhã a Lisboa grande numero de presos politicos do Porto.: [1072, 1563, 1271, 1605]
policias-title: Policias detidos: [1110, 1608, 1233, 1626]
sport-title: SPORT: [314, 60, 466, 100]
